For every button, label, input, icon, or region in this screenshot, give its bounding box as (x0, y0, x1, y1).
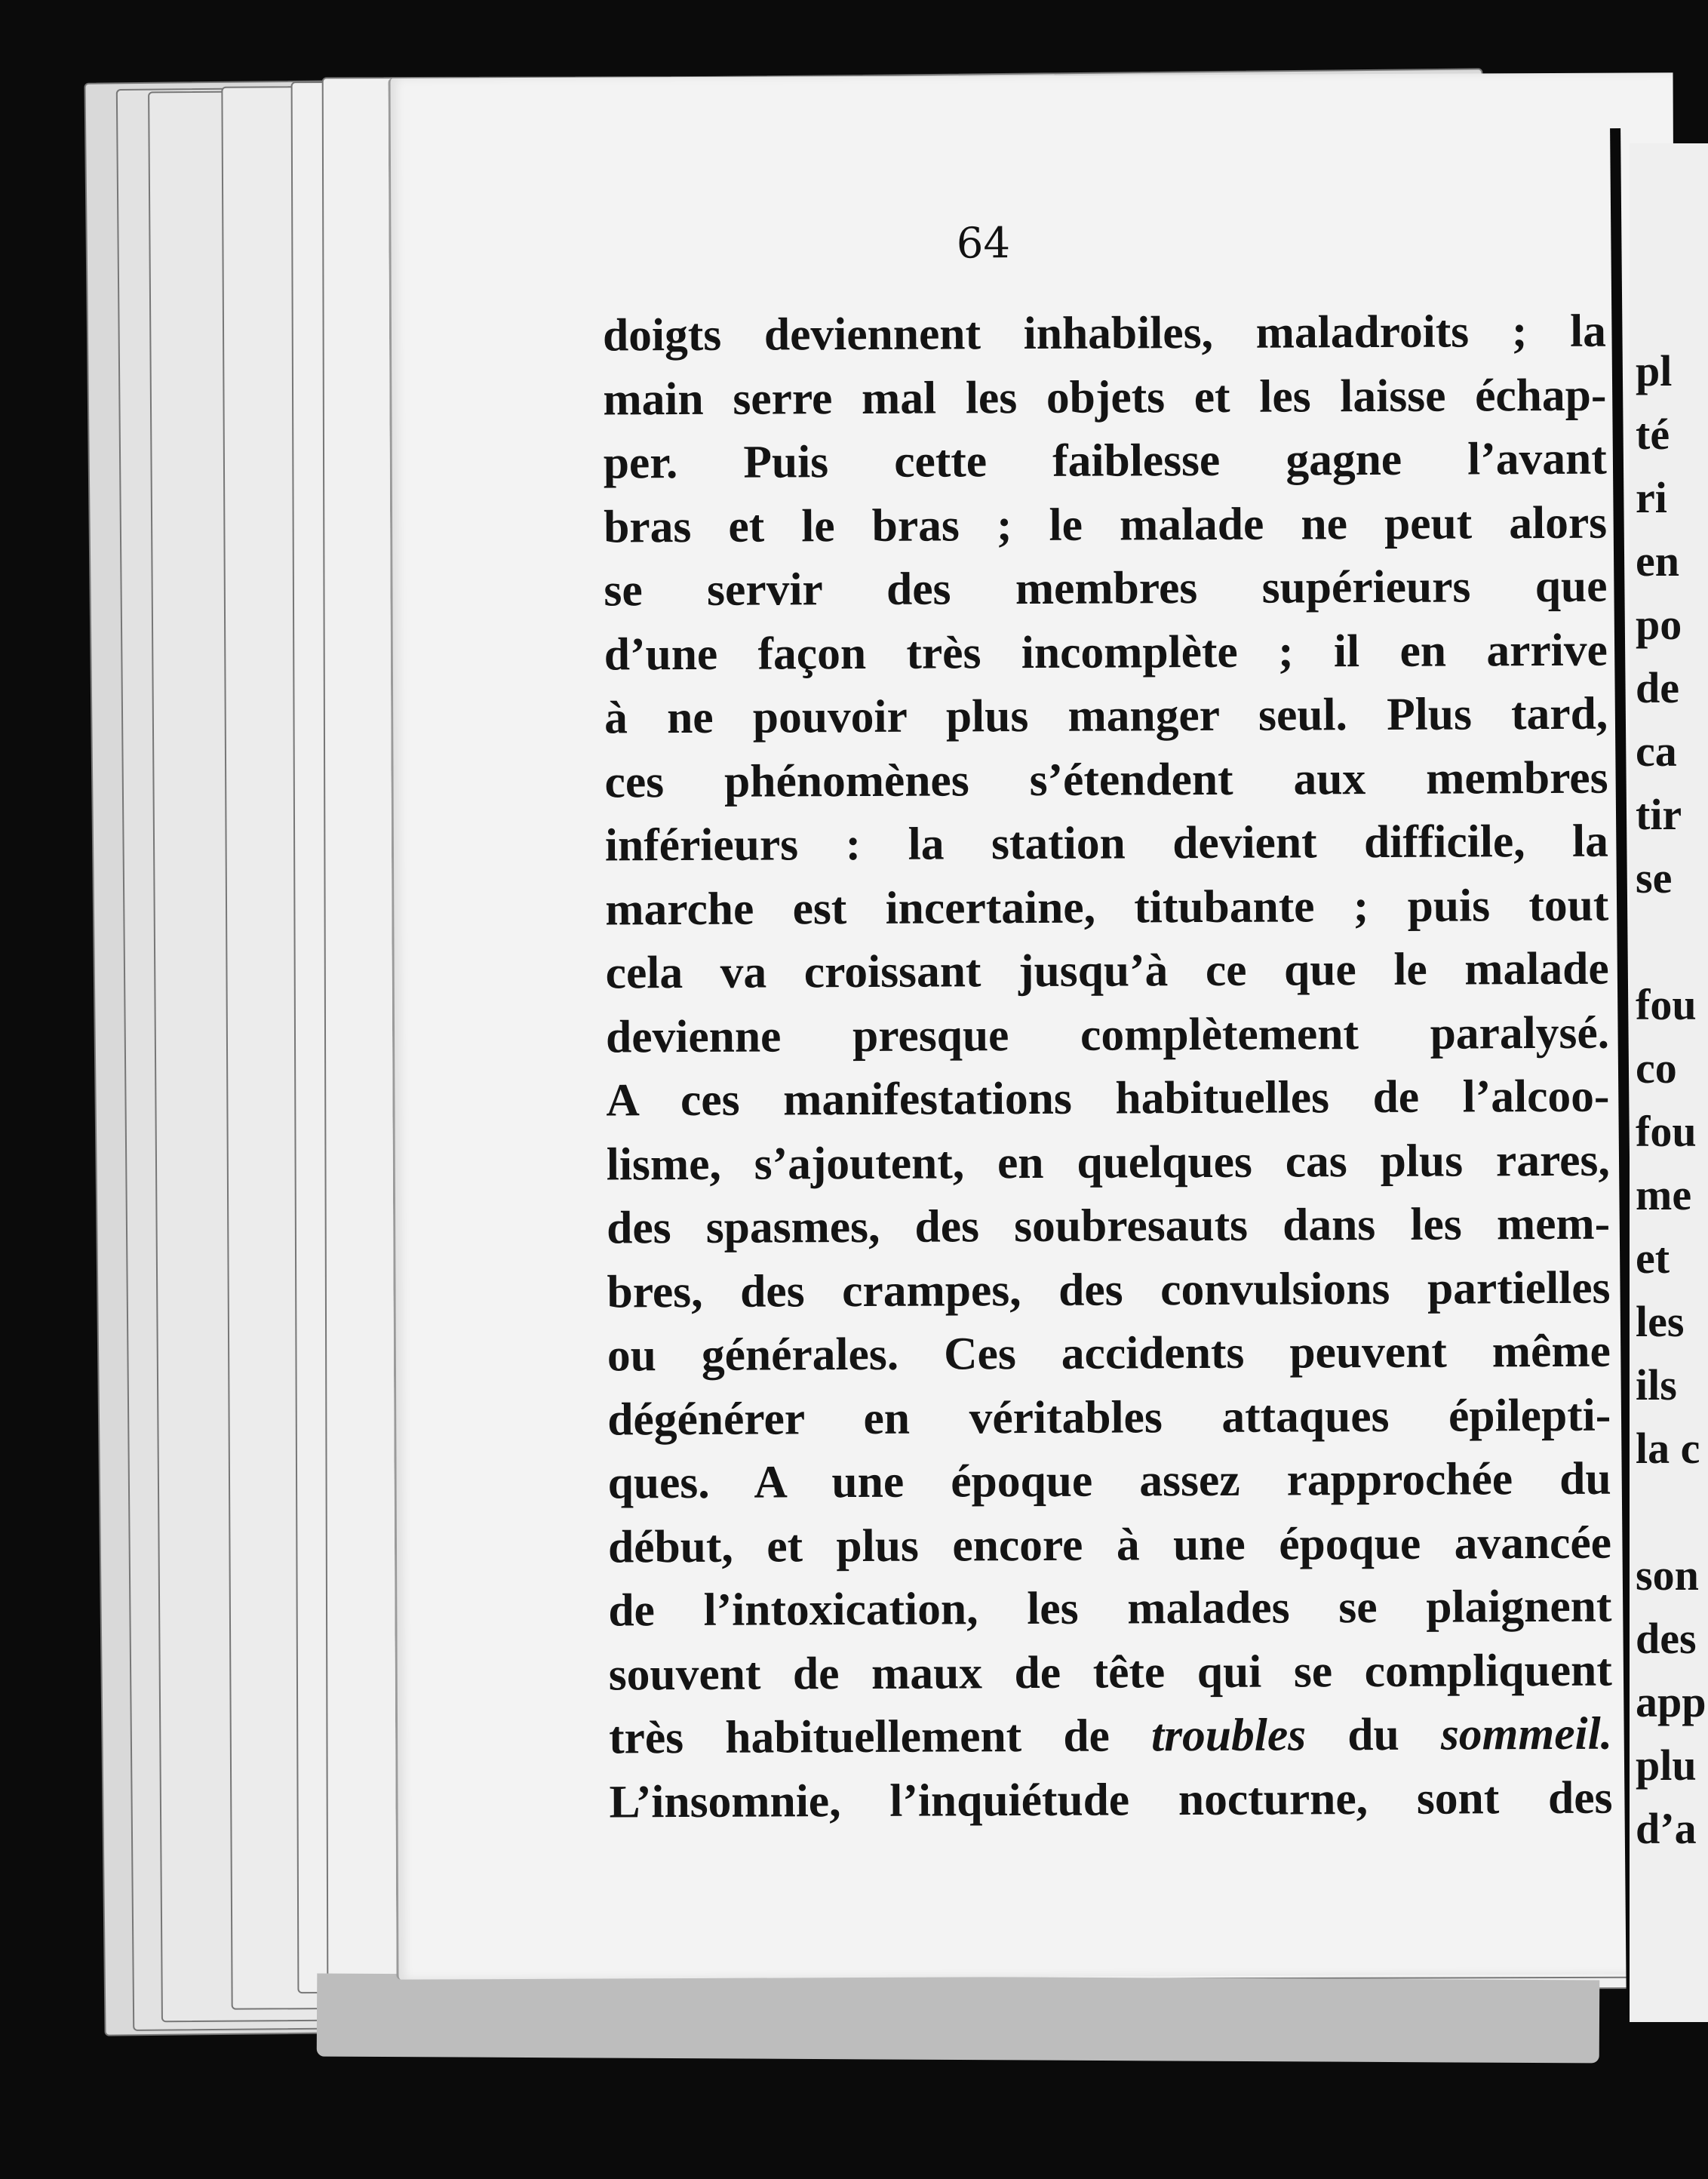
fragment-line: fou (1636, 1107, 1697, 1156)
text-line: à ne pouvoir plus manger seul. Plus tard, (604, 687, 1608, 744)
text-segment: du (1305, 1708, 1442, 1761)
text-line: marche est incertaine, titubante ; puis tout (605, 879, 1609, 935)
book-page (389, 72, 1682, 1979)
fragment-line: tir (1636, 790, 1682, 839)
fragment-line: les (1636, 1297, 1685, 1346)
fragment-line: la c (1636, 1424, 1700, 1473)
fragment-line: de (1636, 663, 1679, 712)
text-line: de l’intoxication, les malades se plaignent (608, 1580, 1612, 1637)
fragment-line: en (1636, 536, 1679, 585)
text-line: L’insomnie, l’inquiétude nocturne, sont des (609, 1772, 1613, 1827)
text-segment: très habituellement de (608, 1710, 1152, 1764)
page-number: 64 (956, 219, 1011, 269)
fragment-line: pl (1636, 346, 1673, 395)
text-line: se servir des membres supérieurs que (604, 560, 1608, 616)
fragment-line (1636, 910, 1706, 973)
text-line: bres, des crampes, des convulsions partielles (607, 1262, 1611, 1317)
facing-page-text (1636, 340, 1706, 1861)
text-line: d’une façon très incomplète ; il en arrive (604, 624, 1608, 680)
text-line: lisme, s’ajoutent, en quelques cas plus rares, (606, 1134, 1610, 1190)
page-body-text (603, 300, 1613, 1834)
fragment-line: co (1636, 1043, 1677, 1093)
fragment-line: té (1636, 410, 1670, 459)
facing-page-fragment (1630, 143, 1708, 2022)
text-line: des spasmes, des soubresauts dans les mem- (607, 1197, 1611, 1254)
italic-word: sommeil. (1440, 1707, 1613, 1760)
text-line: devienne presque complètement paralysé. (605, 1007, 1610, 1062)
fragment-line: ca (1636, 727, 1677, 776)
fragment-line: ri (1636, 473, 1667, 522)
fragment-line: et (1636, 1234, 1670, 1283)
fragment-line: des (1636, 1614, 1697, 1663)
fragment-line: se (1636, 853, 1673, 902)
text-line: bras et le bras ; le malade ne peut alors (603, 496, 1608, 552)
text-line: per. Puis cette faiblesse gagne l’avant (603, 432, 1607, 489)
text-line: souvent de maux de tête qui se compliquent (608, 1644, 1612, 1700)
text-line: ces phénomènes s’étendent aux membres (604, 751, 1608, 807)
text-line: début, et plus encore à une époque avancée (607, 1517, 1612, 1572)
fragment-line: me (1636, 1170, 1692, 1219)
page-bottom-edge (317, 1974, 1600, 2064)
fragment-line: ils (1636, 1360, 1677, 1409)
fragment-line: fou (1636, 980, 1697, 1029)
fragment-line (1636, 1480, 1706, 1544)
text-line-with-italics (609, 1702, 1612, 1770)
text-line: main serre mal les objets et les laisse échap- (603, 369, 1607, 425)
italic-word: troubles (1150, 1709, 1307, 1762)
fragment-line: son (1636, 1551, 1699, 1600)
text-line: inférieurs : la station devient difficile, la (604, 815, 1609, 871)
text-line: ou générales. Ces accidents peuvent même (607, 1325, 1611, 1381)
fragment-line: po (1636, 600, 1682, 649)
fragment-line: d’a (1636, 1804, 1697, 1853)
text-line: doigts deviennent inhabiles, maladroits ; la (602, 305, 1607, 361)
text-line: dégénérer en véritables attaques épilepti- (607, 1389, 1611, 1445)
fragment-line: app (1636, 1677, 1706, 1726)
text-line: ques. A une époque assez rapprochée du (607, 1452, 1611, 1509)
fragment-line: plu (1636, 1741, 1697, 1790)
text-line: A ces manifestations habituelles de l’alcoo- (606, 1070, 1610, 1126)
text-line: cela va croissant jusqu’à ce que le malade (605, 942, 1609, 999)
